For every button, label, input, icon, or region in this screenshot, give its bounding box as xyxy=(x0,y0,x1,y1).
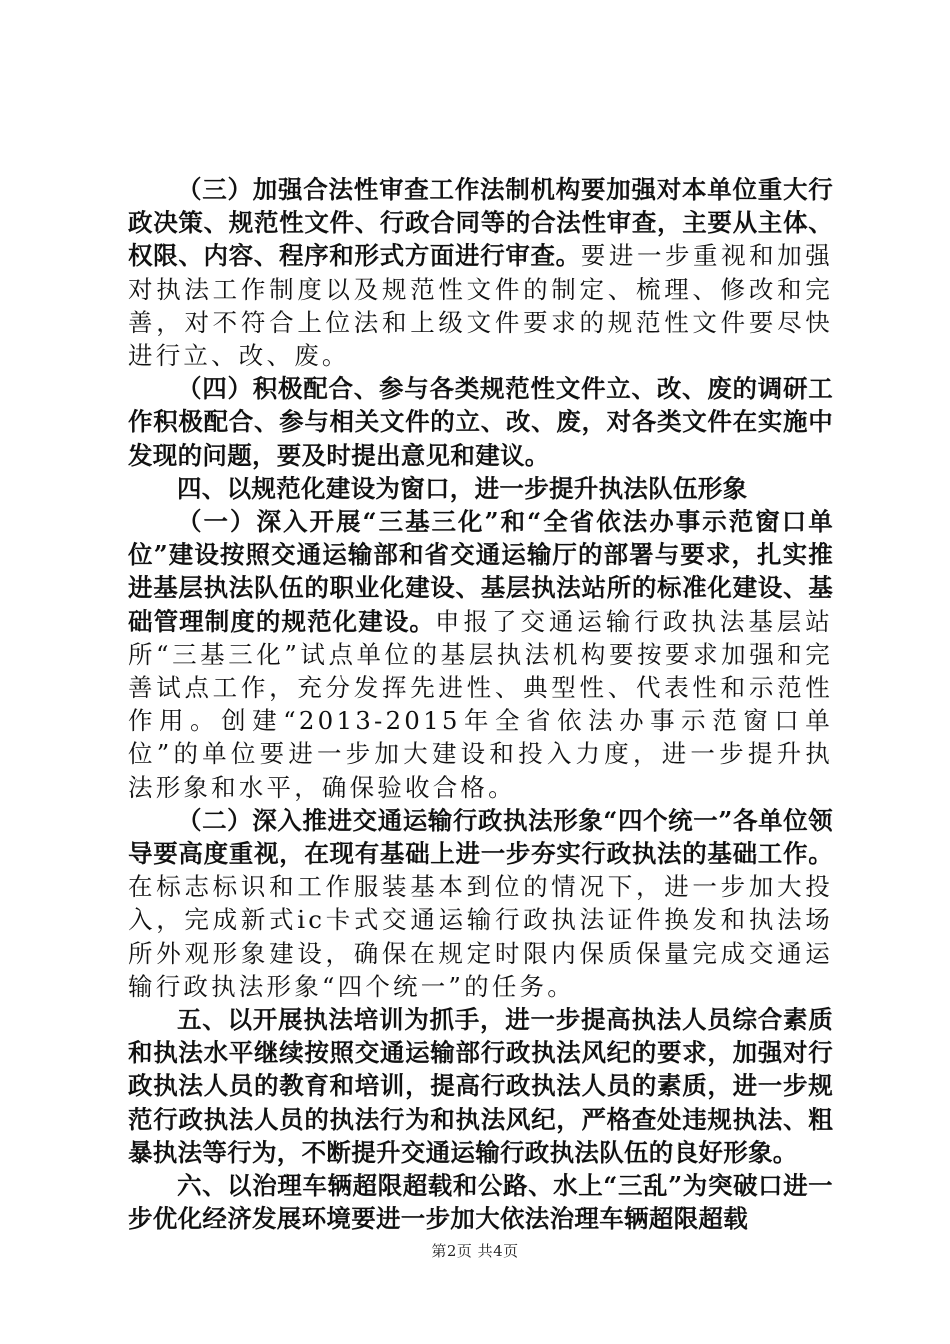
paragraph-cooperation xyxy=(128,372,833,472)
section-heading-text: 五、以开展执法培训为抓手，进一步提高执法人员综合素质和执法水平继续按照交通运输部行政执法风纪的要求，加强对行政执法人员的教育和培训，提高行政执法人员的素质，进一步规范行政执法人员的执法行为和执法风纪，严格查处违规执法、粗暴执法等行为，不断提升交通运输行政执法队伍的良好形象。 xyxy=(128,1005,833,1167)
paragraph-three-basics xyxy=(128,505,833,804)
paragraph-heading-text: （一）深入开展“三基三化”和“全省依法办事示范窗口单位”建设按照交通运输部和省交通运输厅的部署与要求，扎实推进基层执法队伍的职业化建设、基层执法站所的标准化建设、基础管理制度的规范化建设。 xyxy=(128,507,833,636)
paragraph-body-text: 申报了交通运输行政执法基层站所“三基三化”试点单位的基层执法机构要按要求加强和完善试点工作，充分发挥先进性、典型性、代表性和示范性作用。创建“2013-2015年全省依法办事示范窗口单位”的单位要进一步加大建设和投入力度，进一步提升执法形象和水平，确保验收合格。 xyxy=(128,606,833,802)
paragraph-review xyxy=(128,173,833,372)
paragraph-body-text: 要进一步重视和加强对执法工作制度以及规范性文件的制定、梳理、修改和完善，对不符合上位法和上级文件要求的规范性文件要尽快进行立、改、废。 xyxy=(128,241,833,371)
document-body xyxy=(128,173,833,1236)
paragraph-four-unified xyxy=(128,804,833,1003)
paragraph-heading-text: （三）加强合法性审查工作法制机构要加强对本单位重大行政决策、规范性文件、行政合同等的合法性审查，主要从主体、权限、内容、程序和形式方面进行审查。 xyxy=(128,175,833,271)
section-heading-six xyxy=(128,1169,833,1235)
page-number-footer: 第2页 共4页 xyxy=(431,1242,519,1260)
section-heading-four xyxy=(128,472,833,505)
section-heading-five xyxy=(128,1003,833,1169)
paragraph-heading-text: （四）积极配合、参与各类规范性文件立、改、废的调研工作积极配合、参与相关文件的立、改、废，对各类文件在实施中发现的问题，要及时提出意见和建议。 xyxy=(128,374,833,470)
section-heading-text: 六、以治理车辆超限超载和公路、水上“三乱”为突破口进一步优化经济发展环境要进一步加大依法治理车辆超限超载 xyxy=(128,1171,833,1234)
paragraph-body-text: 在标志标识和工作服装基本到位的情况下，进一步加大投入，完成新式ic卡式交通运输行政执法证件换发和执法场所外观形象建设，确保在规定时限内保质保量完成交通运输行政执法形象“四个统一”的任务。 xyxy=(128,872,833,1001)
section-heading-text: 四、以规范化建设为窗口，进一步提升执法队伍形象 xyxy=(177,473,748,503)
paragraph-heading-text: （二）深入推进交通运输行政执法形象“四个统一”各单位领导要高度重视，在现有基础上进一步夯实行政执法的基础工作。 xyxy=(128,805,833,869)
